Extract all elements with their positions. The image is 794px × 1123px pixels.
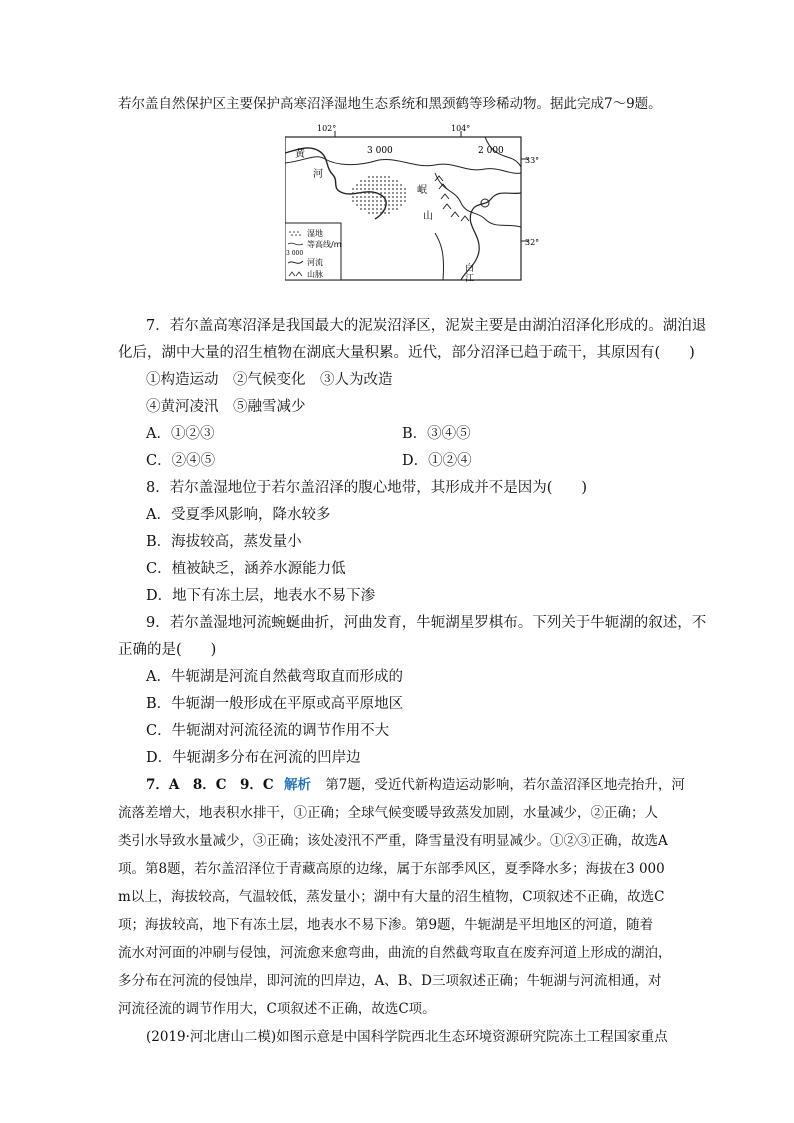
wetland-dot — [356, 188, 358, 190]
wetland-dot — [396, 180, 398, 182]
answer-line2: 流落差增大，地表积水排干，①正确；全球气候变暖导致蒸发加剧，水量减少，②正确；人 — [118, 805, 658, 821]
answer-line9: 河流径流的调节作用大，C项叙述不正确，故选C项。 — [118, 1001, 436, 1017]
legend-mountain: 山脉 — [307, 270, 323, 279]
wetland-dot — [384, 200, 386, 202]
wetland-dot — [396, 184, 398, 186]
q7-stem-line2: 化后，湖中大量的沼生植物在湖底大量积累。近代，部分沼泽已趋于疏干，其原因有( ) — [118, 345, 695, 361]
wetland-dot — [360, 180, 362, 182]
q7-option-b: B．③④⑤ — [402, 426, 471, 442]
wetland-dot — [368, 192, 370, 194]
wetland-dot — [364, 196, 366, 198]
wetland-dot — [364, 204, 366, 206]
wetland-dot — [376, 204, 378, 206]
wetland-dot — [396, 200, 398, 202]
wetland-dot — [376, 208, 378, 210]
map-label-min: 岷 — [417, 185, 427, 196]
wetland-dot — [400, 192, 402, 194]
wetland-dot — [364, 188, 366, 190]
wetland-dot — [388, 180, 390, 182]
wetland-dot — [388, 188, 390, 190]
wetland-dot — [380, 184, 382, 186]
wetland-dot — [356, 184, 358, 186]
answer-keys: 7．A 8．C 9．C — [146, 777, 274, 793]
map-label-jiang: 江 — [465, 274, 475, 283]
wetland-dot — [364, 208, 366, 210]
lon-104-label: 104° — [451, 124, 471, 133]
wetland-dot — [356, 204, 358, 206]
wetland-dot — [388, 204, 390, 206]
wetland-dot — [372, 180, 374, 182]
q7-items-line1: ①构造运动 ②气候变化 ③人为改造 — [146, 372, 393, 388]
wetland-dot — [392, 200, 394, 202]
wetland-dot — [360, 204, 362, 206]
wetland-dot — [396, 204, 398, 206]
wetland-dot — [392, 192, 394, 194]
answer-first-line — [146, 775, 685, 795]
wetland-dot — [360, 184, 362, 186]
wetland-dot — [360, 196, 362, 198]
wetland-dot — [400, 196, 402, 198]
wetland-dot — [368, 200, 370, 202]
wetland-dot — [368, 176, 370, 178]
answer-line3: 类引水导致水量减少，③正确；该处凌汛不严重，降雪量没有明显减少。①②③正确，故选A — [118, 833, 668, 849]
wetland-dot — [392, 208, 394, 210]
wetland-dot — [400, 200, 402, 202]
wetland-dot — [396, 208, 398, 210]
wetland-dot — [384, 184, 386, 186]
wetland-dot — [396, 188, 398, 190]
q7-items-line2: ④黄河凌汛 ⑤融雪减少 — [146, 399, 306, 415]
q9-option-c: C．牛轭湖对河流径流的调节作用不大 — [146, 723, 390, 739]
wetland-dot — [368, 184, 370, 186]
wetland-dot — [360, 192, 362, 194]
wetland-dot — [384, 196, 386, 198]
intro-text: 若尔盖自然保护区主要保护高寒沼泽湿地生态系统和黑颈鹤等珍稀动物。据此完成7～9题。 — [118, 96, 662, 112]
answer-line8: 多分布在河流的侵蚀岸，即河流的凹岸边，A、B、D三项叙述正确；牛轭湖与河流相通，对 — [118, 973, 662, 989]
wetland-dot — [372, 208, 374, 210]
wetland-dot — [380, 196, 382, 198]
wetland-dot — [388, 176, 390, 178]
wetland-dot — [376, 192, 378, 194]
wetland-dot — [356, 200, 358, 202]
q7-option-a: A．①②③ — [146, 426, 215, 442]
wetland-dot — [388, 196, 390, 198]
wetland-dot — [388, 184, 390, 186]
contour-east — [435, 173, 521, 227]
wetland-dot — [404, 196, 406, 198]
q9-stem-line1: 9．若尔盖湿地河流蜿蜒曲折，河曲发育，牛轭湖星罗棋布。下列关于牛轭湖的叙述，不 — [146, 615, 707, 631]
answer-label: 解析 — [283, 777, 311, 793]
wetland-dot — [372, 200, 374, 202]
wetland-dot — [380, 192, 382, 194]
wetland-dot — [352, 192, 354, 194]
wetland-dot — [384, 208, 386, 210]
wetland-dot — [380, 212, 382, 214]
legend-wetland: 湿地 — [307, 229, 323, 238]
wetland-dot — [352, 200, 354, 202]
answer-line5: m以上，海拔较高，气温较低，蒸发量小；湖中有大量的沼生植物，C项叙述不正确，故选C — [118, 889, 665, 905]
q8-stem: 8．若尔盖湿地位于若尔盖沼泽的腹心地带，其形成并不是因为( ) — [146, 480, 588, 496]
wetland-dot — [360, 208, 362, 210]
wetland-dot — [384, 188, 386, 190]
q9-option-a: A．牛轭湖是河流自然截弯取直而形成的 — [146, 669, 403, 685]
wetland-dot — [376, 180, 378, 182]
wetland-dot — [372, 192, 374, 194]
map-label-he: 河 — [313, 169, 323, 180]
wetland-dot — [372, 184, 374, 186]
legend-contour: 等高线/m — [307, 240, 342, 249]
q8-option-a: A．受夏季风影响，降水较多 — [146, 507, 331, 523]
wetland-dot — [384, 204, 386, 206]
wetland-dot — [364, 180, 366, 182]
wetland-dot — [380, 200, 382, 202]
wetland-dot — [380, 180, 382, 182]
q8-option-d: D．地下有冻土层，地表水不易下渗 — [146, 588, 376, 604]
lat-33-label: 33° — [525, 156, 540, 165]
wetland-dot — [368, 180, 370, 182]
map-label-huang: 黄 — [295, 149, 305, 160]
wetland-dot — [372, 196, 374, 198]
wetland-dot — [368, 208, 370, 210]
wetland-dot — [364, 192, 366, 194]
answer-line6: 项；海拔较高，地下有冻土层，地表水不易下渗。第9题，牛轭湖是平坦地区的河道，随着 — [118, 917, 654, 933]
legend-contour-value: 3 000 — [286, 250, 304, 257]
wetland-dot — [404, 188, 406, 190]
wetland-dot — [384, 212, 386, 214]
wetland-dot — [380, 176, 382, 178]
map-label-bai: 白 — [465, 264, 475, 274]
wetland-dot — [376, 196, 378, 198]
wetland-dot — [372, 212, 374, 214]
wetland-dot — [396, 196, 398, 198]
wetland-dot — [368, 188, 370, 190]
wetland-dot — [404, 200, 406, 202]
q7-option-d: D．①②④ — [402, 453, 472, 469]
wetland-dot — [372, 204, 374, 206]
wetland-dot — [400, 184, 402, 186]
map-label-shan: 山 — [423, 211, 433, 222]
wetland-dot — [396, 192, 398, 194]
wetland-dot — [360, 188, 362, 190]
wetland-dot — [404, 192, 406, 194]
wetland-dot — [384, 176, 386, 178]
answer-line7: 流水对河面的冲刷与侵蚀，河流愈来愈弯曲，曲流的自然截弯取直在废弃河道上形成的湖泊， — [118, 945, 672, 961]
q8-option-c: C．植被缺乏，涵养水源能力低 — [146, 561, 346, 577]
wetland-dot — [384, 192, 386, 194]
wetland-dot — [400, 204, 402, 206]
wetland-dot — [364, 200, 366, 202]
wetland-map — [285, 123, 547, 283]
wetland-dot — [376, 200, 378, 202]
wetland-dot — [388, 212, 390, 214]
wetland-dot — [400, 188, 402, 190]
wetland-dot — [360, 200, 362, 202]
wetland-area — [347, 173, 407, 217]
wetland-dot — [372, 188, 374, 190]
wetland-dot — [380, 188, 382, 190]
tributary — [435, 233, 444, 280]
wetland-dot — [368, 196, 370, 198]
wetland-dot — [388, 192, 390, 194]
wetland-dot — [376, 176, 378, 178]
wetland-dot — [352, 188, 354, 190]
wetland-dot — [368, 212, 370, 214]
wetland-dot — [376, 184, 378, 186]
contour-3000-label: 3 000 — [367, 146, 393, 156]
wetland-dot — [384, 180, 386, 182]
wetland-dot — [372, 176, 374, 178]
q7-stem-line1: 7．若尔盖高寒沼泽是我国最大的泥炭沼泽区，泥炭主要是由湖泊沼泽化形成的。湖泊退 — [146, 318, 707, 334]
wetland-dot — [356, 196, 358, 198]
wetland-dot — [392, 204, 394, 206]
wetland-dot — [364, 184, 366, 186]
answer-line4: 项。第8题，若尔盖沼泽位于青藏高原的边缘，属于东部季风区，夏季降水多；海拔在3 000 — [118, 861, 665, 877]
q9-option-d: D．牛轭湖多分布在河流的凹岸边 — [146, 750, 361, 766]
q9-stem-line2: 正确的是( ) — [118, 642, 217, 658]
lat-32-label: 32° — [525, 238, 540, 247]
wetland-dot — [392, 184, 394, 186]
wetland-dot — [392, 180, 394, 182]
wetland-dot — [352, 196, 354, 198]
wetland-dot — [392, 196, 394, 198]
wetland-dot — [388, 208, 390, 210]
q9-option-b: B．牛轭湖一般形成在平原或高平原地区 — [146, 696, 404, 712]
wetland-dot — [376, 188, 378, 190]
wetland-dot — [388, 200, 390, 202]
wetland-dot — [380, 204, 382, 206]
next-section-intro: (2019·河北唐山二模)如图示意是中国科学院西北生态环境资源研究院冻土工程国家重点 — [146, 1029, 668, 1045]
legend-river: 河流 — [307, 258, 323, 267]
wetland-dot — [380, 208, 382, 210]
lon-102-label: 102° — [317, 124, 337, 133]
answer-line1: 第7题，受近代新构造运动影响，若尔盖沼泽区地壳抬升，河 — [325, 777, 685, 793]
wetland-dot — [368, 204, 370, 206]
wetland-dot — [392, 188, 394, 190]
contour-2000-label: 2 000 — [478, 146, 504, 156]
wetland-dot — [356, 192, 358, 194]
q8-option-b: B．海拔较高，蒸发量小 — [146, 534, 302, 550]
wetland-dot — [376, 212, 378, 214]
q7-option-c: C．②④⑤ — [146, 453, 216, 469]
